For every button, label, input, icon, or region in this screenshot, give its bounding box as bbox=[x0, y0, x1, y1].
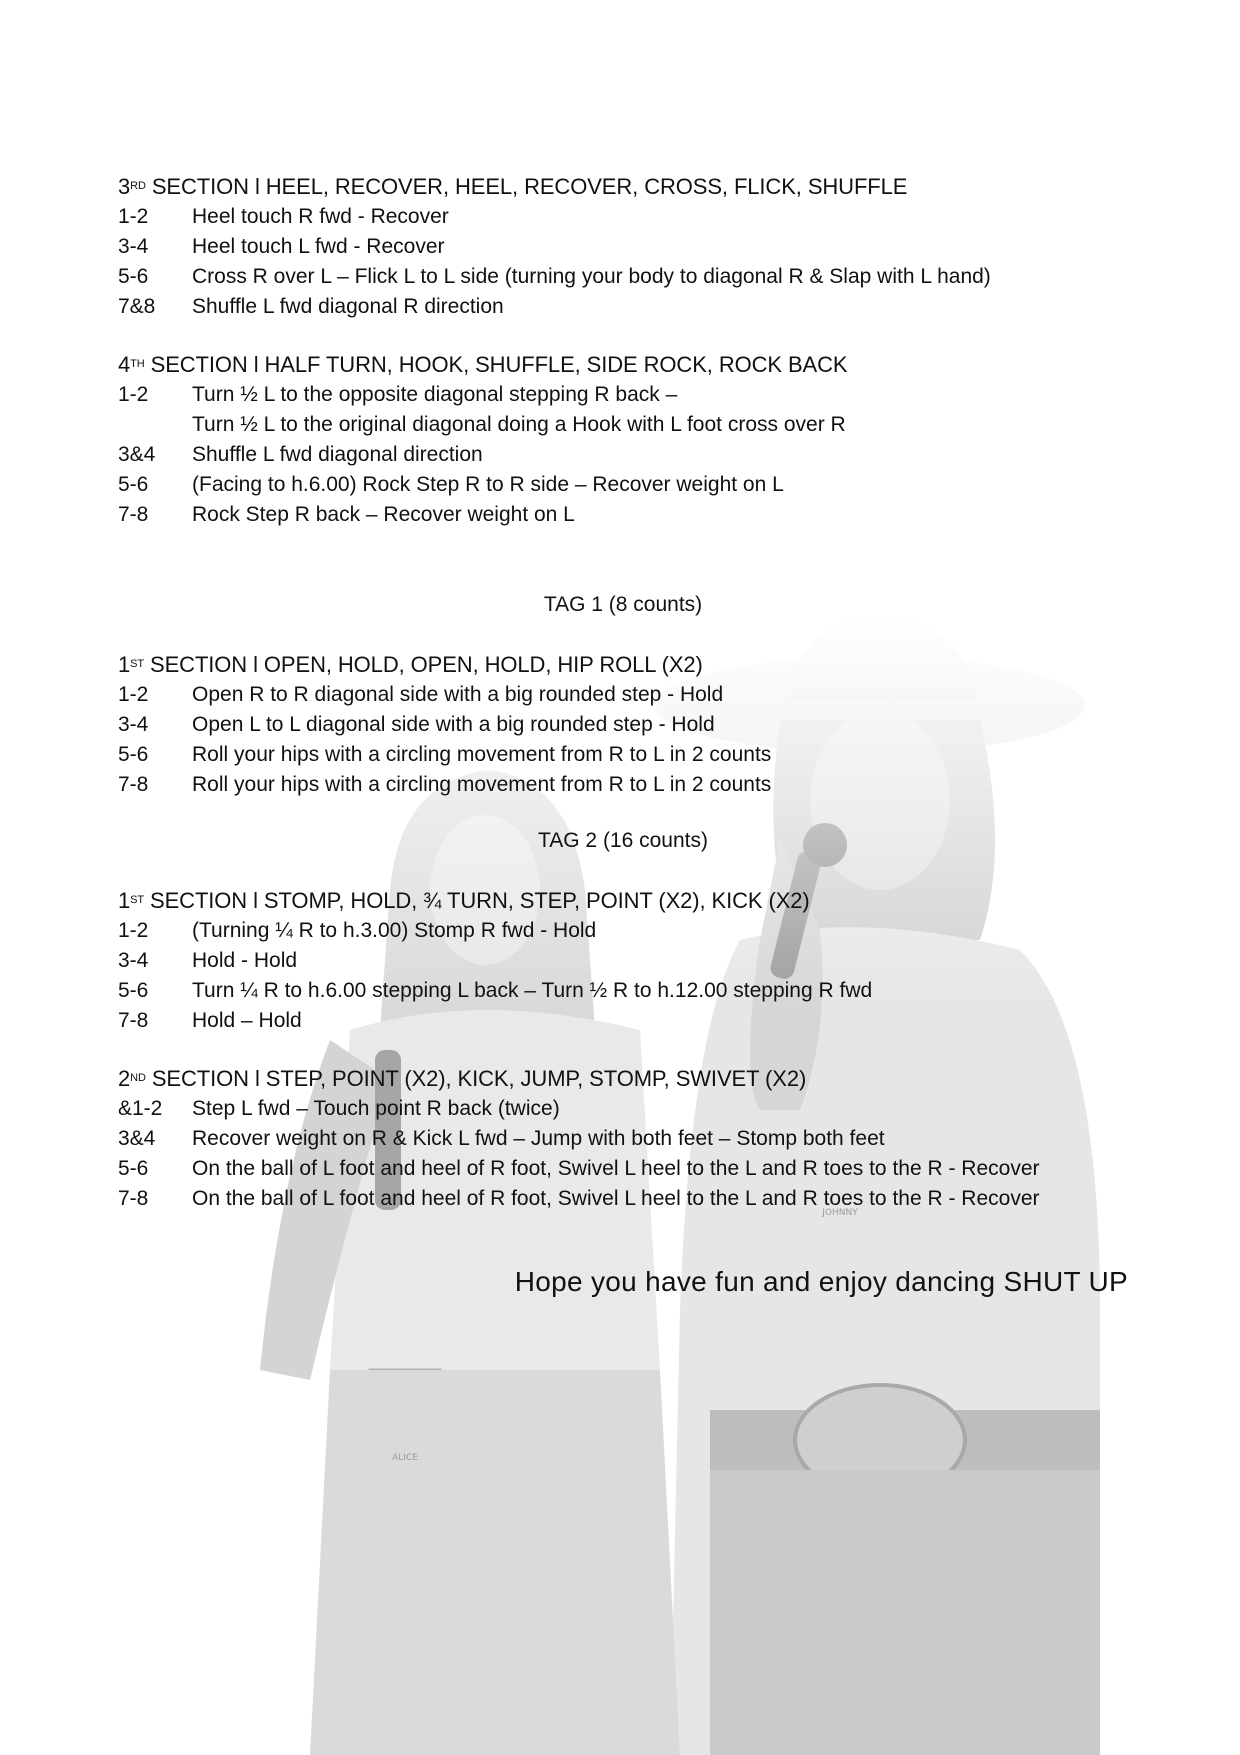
step-row bbox=[118, 710, 1128, 740]
step-description: Rock Step R back – Recover weight on L bbox=[192, 503, 575, 526]
step-row bbox=[118, 232, 1128, 262]
step-count: 3&4 bbox=[118, 443, 156, 466]
step-count bbox=[118, 410, 192, 440]
step-description: Open L to L diagonal side with a big rounded step - Hold bbox=[192, 713, 715, 736]
section-title: 3RD SECTION l HEEL, RECOVER, HEEL, RECOVER, CROSS, FLICK, SHUFFLE bbox=[118, 174, 908, 199]
step-count: 5-6 bbox=[118, 1157, 149, 1180]
step-count: 3-4 bbox=[118, 713, 149, 736]
step-row bbox=[118, 1006, 1128, 1036]
section-title: 1ST SECTION l OPEN, HOLD, OPEN, HOLD, HIP ROLL (X2) bbox=[118, 652, 703, 677]
step-count: 1-2 bbox=[118, 383, 149, 406]
step-description: On the ball of L foot and heel of R foot, Swivel L heel to the L and R toes to the R - Recover bbox=[192, 1187, 1040, 1210]
step-row bbox=[118, 292, 1128, 322]
step-description: Roll your hips with a circling movement from R to L in 2 counts bbox=[192, 743, 772, 766]
step-count: 1-2 bbox=[118, 683, 149, 706]
step-row bbox=[118, 916, 1128, 946]
step-row bbox=[118, 380, 1128, 410]
step-description: Heel touch R fwd - Recover bbox=[192, 205, 449, 228]
step-description: Heel touch L fwd - Recover bbox=[192, 235, 445, 258]
tag-1-section-1 bbox=[118, 650, 1128, 800]
step-row bbox=[118, 1094, 1128, 1124]
step-row bbox=[118, 770, 1128, 800]
step-row bbox=[118, 976, 1128, 1006]
step-count: 3-4 bbox=[118, 235, 149, 258]
step-description: Open R to R diagonal side with a big rounded step - Hold bbox=[192, 683, 724, 706]
step-count: 7-8 bbox=[118, 773, 149, 796]
tag-2-section-1 bbox=[118, 886, 1128, 1036]
closing-message: Hope you have fun and enjoy dancing SHUT UP bbox=[514, 1266, 1128, 1297]
step-description: (Facing to h.6.00) Rock Step R to R side – Recover weight on L bbox=[192, 473, 784, 496]
step-count: 5-6 bbox=[118, 979, 149, 1002]
section-title: 1ST SECTION l STOMP, HOLD, ¾ TURN, STEP, POINT (X2), KICK (X2) bbox=[118, 888, 810, 913]
tag-1-title: TAG 1 (8 counts) bbox=[543, 593, 703, 616]
step-count: 5-6 bbox=[118, 265, 149, 288]
step-count: 7-8 bbox=[118, 1187, 149, 1210]
step-description: Turn ¼ R to h.6.00 stepping L back – Turn ½ R to h.12.00 stepping R fwd bbox=[192, 979, 873, 1002]
section-title: 4TH SECTION l HALF TURN, HOOK, SHUFFLE, SIDE ROCK, ROCK BACK bbox=[118, 352, 848, 377]
step-description: Step L fwd – Touch point R back (twice) bbox=[192, 1097, 560, 1120]
step-description: Recover weight on R & Kick L fwd – Jump with both feet – Stomp both feet bbox=[192, 1127, 885, 1150]
step-row bbox=[118, 202, 1128, 232]
step-count: 5-6 bbox=[118, 473, 149, 496]
step-row bbox=[118, 946, 1128, 976]
step-row bbox=[118, 500, 1128, 530]
step-row bbox=[118, 680, 1128, 710]
step-count: &1-2 bbox=[118, 1097, 163, 1120]
step-count: 7-8 bbox=[118, 1009, 149, 1032]
step-row bbox=[118, 1154, 1128, 1184]
step-row bbox=[118, 410, 1128, 440]
step-count: 1-2 bbox=[118, 205, 149, 228]
step-description: Shuffle L fwd diagonal R direction bbox=[192, 295, 504, 318]
step-description: Roll your hips with a circling movement from R to L in 2 counts bbox=[192, 773, 772, 796]
step-count: 5-6 bbox=[118, 743, 149, 766]
step-count: 7&8 bbox=[118, 295, 156, 318]
step-row bbox=[118, 740, 1128, 770]
step-count: 3&4 bbox=[118, 1127, 156, 1150]
section-title: 2ND SECTION l STEP, POINT (X2), KICK, JUMP, STOMP, SWIVET (X2) bbox=[118, 1066, 807, 1091]
step-row bbox=[118, 1124, 1128, 1154]
step-description: Hold - Hold bbox=[192, 949, 298, 972]
step-description: Cross R over L – Flick L to L side (turning your body to diagonal R & Slap with L hand) bbox=[192, 265, 991, 288]
section-3 bbox=[118, 172, 1128, 322]
step-row bbox=[118, 262, 1128, 292]
step-description: On the ball of L foot and heel of R foot, Swivel L heel to the L and R toes to the R - Recover bbox=[192, 1157, 1040, 1180]
step-description: (Turning ¼ R to h.3.00) Stomp R fwd - Hold bbox=[192, 919, 597, 942]
step-description: Hold – Hold bbox=[192, 1009, 302, 1032]
step-description: Turn ½ L to the opposite diagonal stepping R back – bbox=[192, 383, 678, 406]
step-count: 7-8 bbox=[118, 503, 149, 526]
step-count: 3-4 bbox=[118, 949, 149, 972]
section-4 bbox=[118, 350, 1128, 530]
step-count: 1-2 bbox=[118, 919, 149, 942]
step-row bbox=[118, 470, 1128, 500]
step-row bbox=[118, 1184, 1128, 1214]
step-sheet-content bbox=[118, 172, 1128, 1300]
tag-2-section-2 bbox=[118, 1064, 1128, 1214]
tag-2-title: TAG 2 (16 counts) bbox=[537, 829, 708, 852]
step-description: Shuffle L fwd diagonal direction bbox=[192, 443, 483, 466]
step-row bbox=[118, 440, 1128, 470]
step-description: Turn ½ L to the original diagonal doing a Hook with L foot cross over R bbox=[192, 413, 846, 436]
